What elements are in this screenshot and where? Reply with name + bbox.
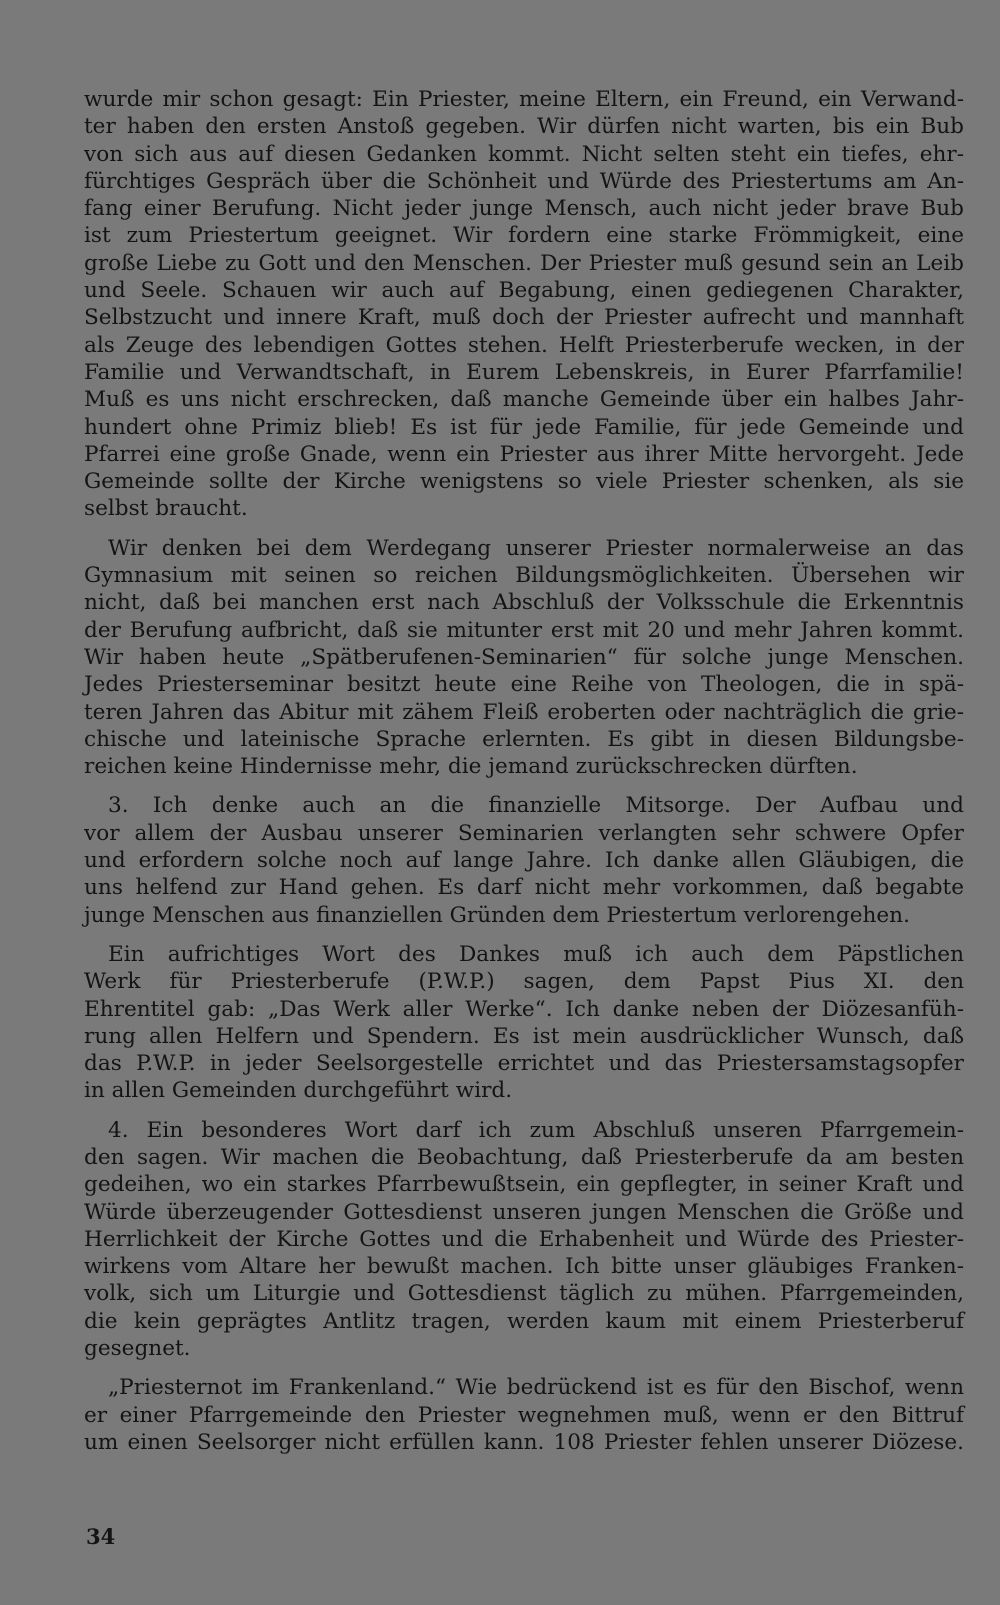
text-line: das P.W.P. in jeder Seelsorgestelle errichtet und das Priestersamstagsopfer <box>84 1051 964 1077</box>
text-line: Werk für Priesterberufe (P.W.P.) sagen, dem Papst Pius XI. den <box>84 969 964 995</box>
text-line: der Berufung aufbricht, daß sie mitunter erst mit 20 und mehr Jahren kommt. <box>84 617 964 643</box>
text-line: teren Jahren das Abitur mit zähem Fleiß eroberten oder nachträglich die grie- <box>84 699 964 725</box>
paragraph-3 <box>84 792 964 928</box>
text-line: „Priesternot im Frankenland.“ Wie bedrückend ist es für den Bischof, wenn <box>108 1375 964 1401</box>
text-line: volk, sich um Liturgie und Gottesdienst täglich zu mühen. Pfarrgemeinden, <box>84 1281 964 1307</box>
paragraph-5 <box>84 1117 964 1363</box>
text-line: Wir haben heute „Spätberufenen-Seminarien“ für solche junge Menschen. <box>84 644 964 670</box>
text-line: und erfordern solche noch auf lange Jahre. Ich danke allen Gläubigen, die <box>84 848 964 874</box>
text-line: Jedes Priesterseminar besitzt heute eine Reihe von Theologen, die in spä- <box>84 672 964 698</box>
text-line: von sich aus auf diesen Gedanken kommt. Nicht selten steht ein tiefes, ehr- <box>84 141 964 167</box>
text-line: ter haben den ersten Anstoß gegeben. Wir dürfen nicht warten, bis ein Bub <box>84 114 964 140</box>
text-line: Selbstzucht und innere Kraft, muß doch der Priester aufrecht und mannhaft <box>84 305 964 331</box>
text-line: große Liebe zu Gott und den Menschen. Der Priester muß gesund sein an Leib <box>84 250 964 276</box>
text-line: vor allem der Ausbau unserer Seminarien verlangten sehr schwere Opfer <box>84 820 964 846</box>
text-line: ist zum Priestertum geeignet. Wir fordern eine starke Frömmigkeit, eine <box>84 223 964 249</box>
text-line: nicht, daß bei manchen erst nach Abschluß der Volksschule die Erkenntnis <box>84 590 964 616</box>
page-number: 34 <box>86 1524 116 1549</box>
text-line: chische und lateinische Sprache erlernten. Es gibt in diesen Bildungsbe- <box>84 726 964 752</box>
text-line: reichen keine Hindernisse mehr, die jemand zurückschrecken dürften. <box>84 754 858 780</box>
text-line: er einer Pfarrgemeinde den Priester wegnehmen muß, wenn er den Bittruf <box>84 1402 964 1428</box>
text-line: rung allen Helfern und Spendern. Es ist mein ausdrücklicher Wunsch, daß <box>84 1023 964 1049</box>
text-line: uns helfend zur Hand gehen. Es darf nicht mehr vorkommen, daß begabte <box>84 875 964 901</box>
text-line: um einen Seelsorger nicht erfüllen kann. 108 Priester fehlen unserer Diözese. <box>84 1429 964 1455</box>
text-line: und Seele. Schauen wir auch auf Begabung, einen gediegenen Charakter, <box>84 278 964 304</box>
text-line: gedeihen, wo ein starkes Pfarrbewußtsein, ein gepflegter, in seiner Kraft und <box>84 1172 964 1198</box>
paragraph-1 <box>84 86 964 523</box>
text-line: die kein geprägtes Antlitz tragen, werden kaum mit einem Priesterberuf <box>84 1308 964 1334</box>
text-line: Würde überzeugender Gottesdienst unseren jungen Menschen die Größe und <box>84 1199 964 1225</box>
text-line: hundert ohne Primiz blieb! Es ist für jede Familie, für jede Gemeinde und <box>84 414 964 440</box>
text-line: als Zeuge des lebendigen Gottes stehen. Helft Priesterberufe wecken, in der <box>84 332 964 358</box>
paragraph-2 <box>84 535 964 781</box>
text-line: Muß es uns nicht erschrecken, daß manche Gemeinde über ein halbes Jahr- <box>84 387 964 413</box>
text-line: Gymnasium mit seinen so reichen Bildungsmöglichkeiten. Übersehen wir <box>84 563 964 589</box>
text-line: wirkens vom Altare her bewußt machen. Ich bitte unser gläubiges Franken- <box>84 1254 964 1280</box>
text-line: Gemeinde sollte der Kirche wenigstens so viele Priester schenken, als sie <box>84 469 964 495</box>
text-line: gesegnet. <box>84 1336 191 1362</box>
paragraph-4 <box>84 941 964 1105</box>
text-line: Wir denken bei dem Werdegang unserer Priester normalerweise an das <box>108 535 964 561</box>
text-line: Ein aufrichtiges Wort des Dankes muß ich auch dem Päpstlichen <box>108 941 964 967</box>
text-line: 3. Ich denke auch an die finanzielle Mitsorge. Der Aufbau und <box>108 793 964 819</box>
text-line: Pfarrei eine große Gnade, wenn ein Priester aus ihrer Mitte hervorgeht. Jede <box>84 441 964 467</box>
text-line: fürchtiges Gespräch über die Schönheit und Würde des Priestertums am An- <box>84 168 964 194</box>
text-line: Ehrentitel gab: „Das Werk aller Werke“. Ich danke neben der Diözesanfüh- <box>84 996 964 1022</box>
text-line: wurde mir schon gesagt: Ein Priester, meine Eltern, ein Freund, ein Verwand- <box>84 87 964 112</box>
text-line: junge Menschen aus finanziellen Gründen dem Priestertum verlorengehen. <box>84 902 910 928</box>
text-line: in allen Gemeinden durchgeführt wird. <box>84 1078 513 1104</box>
text-line: Familie und Verwandtschaft, in Eurem Lebenskreis, in Eurer Pfarrfamilie! <box>84 359 964 385</box>
text-line: 4. Ein besonderes Wort darf ich zum Abschluß unseren Pfarrgemein- <box>108 1117 964 1143</box>
page-body <box>84 86 964 1456</box>
text-line: selbst braucht. <box>84 496 248 522</box>
text-line: fang einer Berufung. Nicht jeder junge Mensch, auch nicht jeder brave Bub <box>84 196 964 222</box>
text-line: den sagen. Wir machen die Beobachtung, daß Priesterberufe da am besten <box>84 1144 964 1170</box>
paragraph-6 <box>84 1374 964 1456</box>
text-line: Herrlichkeit der Kirche Gottes und die Erhabenheit und Würde des Priester- <box>84 1226 964 1252</box>
